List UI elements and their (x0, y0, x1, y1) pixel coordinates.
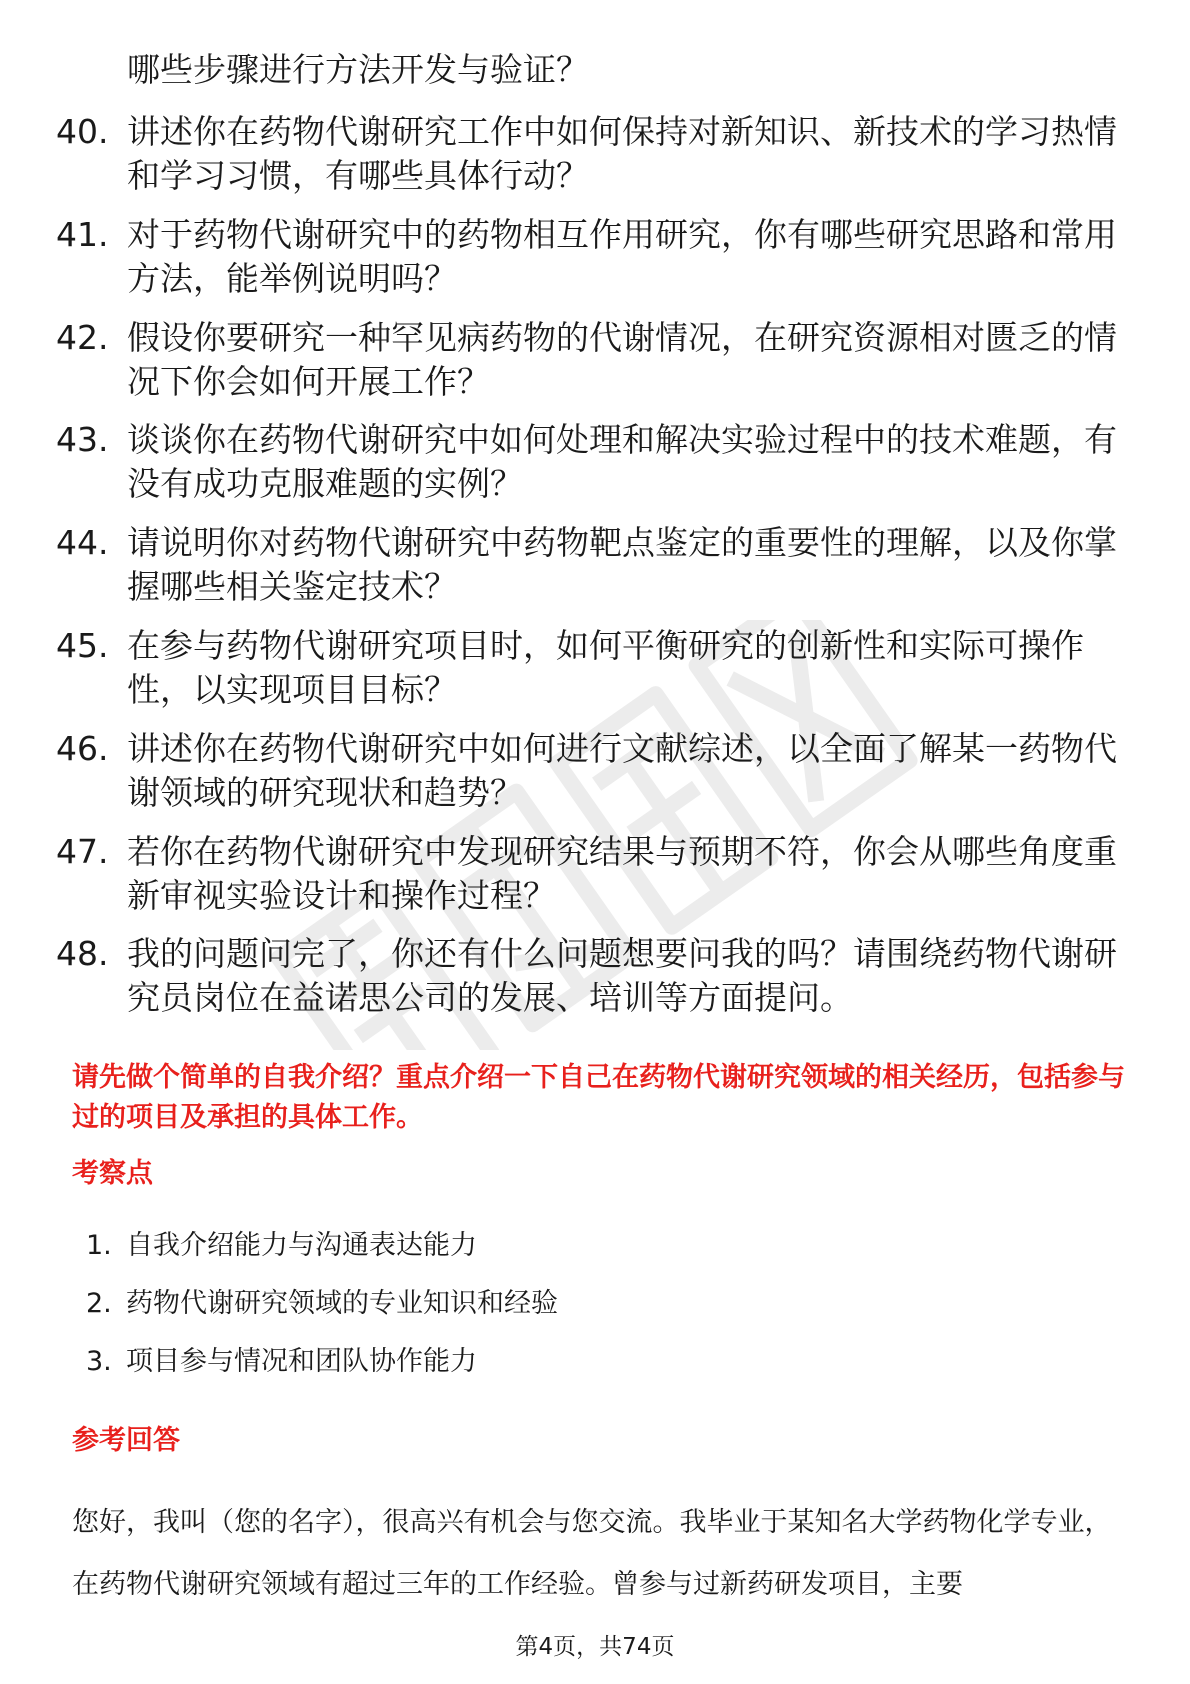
question-item (0, 418, 1190, 521)
question-number: 47. (56, 831, 109, 871)
question-text: 若你在药物代谢研究中发现研究结果与预期不符，你会从哪些角度重新审视实验设计和操作过程？ (127, 831, 1117, 915)
question-text: 对于药物代谢研究中的药物相互作用研究，你有哪些研究思路和常用方法，能举例说明吗？ (127, 214, 1117, 298)
question-number: 46. (56, 728, 109, 768)
question-number: 48. (56, 934, 109, 974)
question-number: 42. (56, 317, 109, 357)
assessment-point (0, 1286, 1190, 1344)
question-number: 45. (56, 625, 109, 665)
question-text: 在参与药物代谢研究项目时，如何平衡研究的创新性和实际可操作性，以实现项目目标？ (127, 625, 1084, 709)
reference-answer-heading: 参考回答 (72, 1425, 180, 1456)
highlighted-question: 请先做个简单的自我介绍？重点介绍一下自己在药物代谢研究领域的相关经历，包括参与过的项目及承担的具体工作。 (72, 1062, 1125, 1133)
question-text: 假设你要研究一种罕见病药物的代谢情况，在研究资源相对匮乏的情况下你会如何开展工作？ (127, 317, 1117, 401)
point-number: 1. (86, 1230, 112, 1261)
question-item (0, 316, 1190, 419)
question-text: 请说明你对药物代谢研究中药物靶点鉴定的重要性的理解，以及你掌握哪些相关鉴定技术？ (127, 523, 1117, 607)
question-number: 43. (56, 420, 109, 460)
question-number: 41. (56, 214, 109, 254)
previous-question-continuation: 哪些步骤进行方法开发与验证？ (127, 50, 589, 89)
question-item (0, 830, 1190, 933)
question-item (0, 624, 1190, 727)
point-text: 项目参与情况和团队协作能力 (126, 1346, 477, 1377)
question-text: 讲述你在药物代谢研究中如何进行文献综述，以全面了解某一药物代谢领域的研究现状和趋势？ (127, 728, 1117, 812)
reference-answer-text: 您好，我叫（您的名字），很高兴有机会与您交流。我毕业于某知名大学药物化学专业，在药物代谢研究领域有超过三年的工作经验。曾参与过新药研发项目，主要 (72, 1507, 1112, 1600)
assessment-points-heading: 考察点 (72, 1158, 153, 1189)
point-text: 药物代谢研究领域的专业知识和经验 (126, 1288, 558, 1319)
question-number: 44. (56, 523, 109, 563)
question-item (0, 110, 1190, 213)
question-item (0, 521, 1190, 624)
assessment-point (0, 1228, 1190, 1286)
question-item (0, 932, 1190, 1035)
point-number: 2. (86, 1288, 112, 1319)
point-text: 自我介绍能力与沟通表达能力 (126, 1230, 477, 1261)
question-text: 谈谈你在药物代谢研究中如何处理和解决实验过程中的技术难题，有没有成功克服难题的实例？ (127, 420, 1117, 504)
question-item (0, 727, 1190, 830)
assessment-point (0, 1344, 1190, 1402)
assessment-points-list (0, 1228, 1190, 1402)
point-number: 3. (86, 1346, 112, 1377)
question-text: 讲述你在药物代谢研究工作中如何保持对新知识、新技术的学习热情和学习习惯，有哪些具体行动？ (127, 112, 1117, 195)
question-item (0, 213, 1190, 316)
question-list (0, 110, 1190, 1035)
question-number: 40. (56, 112, 109, 151)
page-number-footer: 第4页，共74页 (515, 1634, 675, 1660)
question-text: 我的问题问完了，你还有什么问题想要问我的吗？请围绕药物代谢研究员岗位在益诺思公司的发展、培训等方面提问。 (127, 934, 1117, 1018)
